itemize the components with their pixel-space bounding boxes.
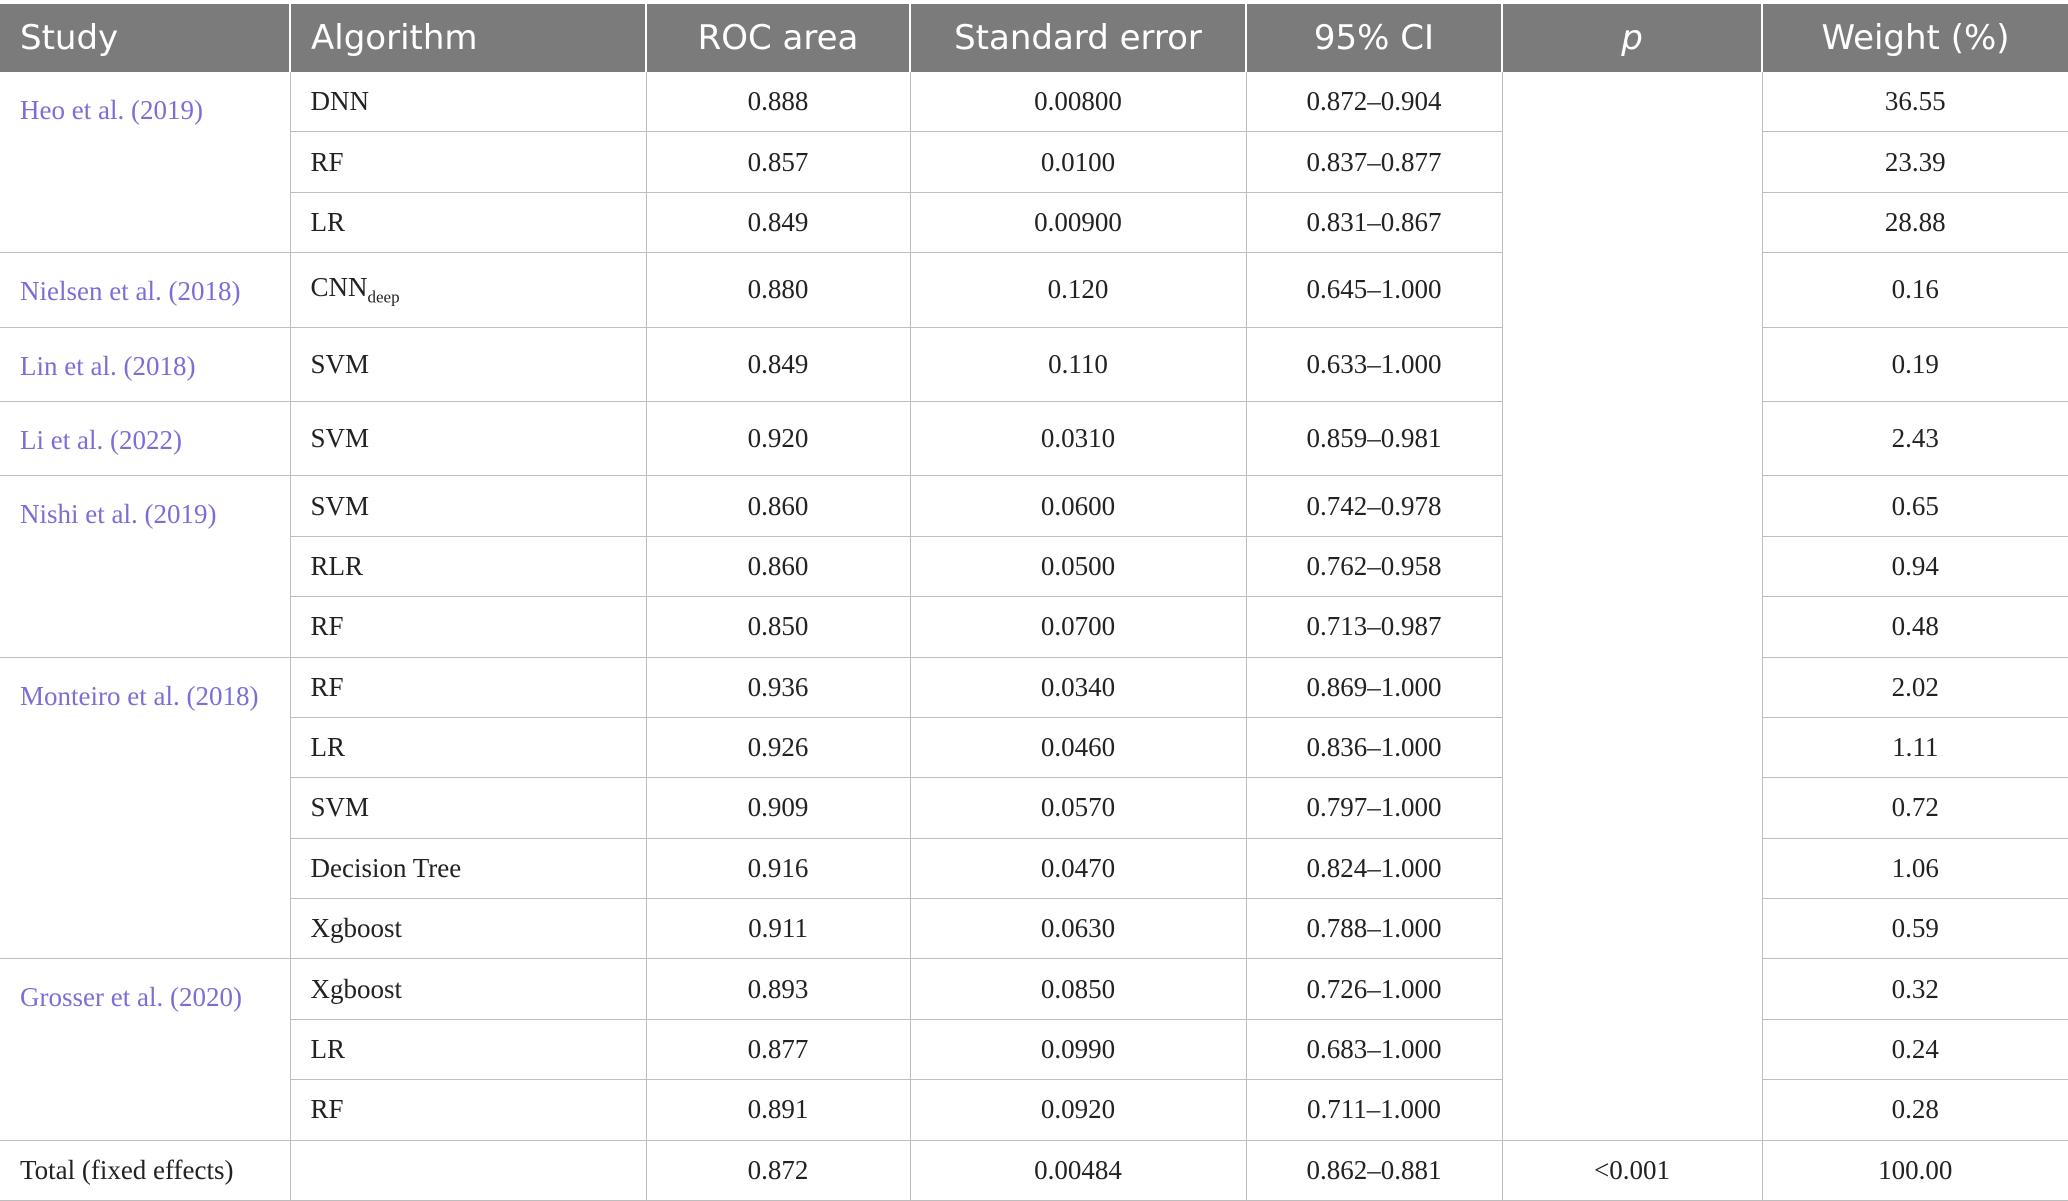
total-algorithm <box>290 1140 646 1200</box>
ci-cell: 0.788–1.000 <box>1246 899 1502 959</box>
header-95-ci: 95% CI <box>1246 4 1502 72</box>
ci-cell: 0.837–0.877 <box>1246 132 1502 192</box>
ci-cell: 0.872–0.904 <box>1246 72 1502 132</box>
weight-cell: 1.06 <box>1762 838 2068 898</box>
se-cell: 0.0630 <box>910 899 1246 959</box>
weight-cell: 0.59 <box>1762 899 2068 959</box>
header-algorithm: Algorithm <box>290 4 646 72</box>
roc-cell: 0.936 <box>646 657 910 717</box>
ci-cell: 0.683–1.000 <box>1246 1019 1502 1079</box>
study-link[interactable]: Li et al. (2022) <box>20 424 182 455</box>
algorithm-cell: SVM <box>290 476 646 536</box>
se-cell: 0.0100 <box>910 132 1246 192</box>
se-cell: 0.0990 <box>910 1019 1246 1079</box>
roc-cell: 0.920 <box>646 401 910 475</box>
roc-cell: 0.926 <box>646 717 910 777</box>
roc-cell: 0.880 <box>646 253 910 327</box>
se-cell: 0.0310 <box>910 401 1246 475</box>
roc-cell: 0.849 <box>646 192 910 252</box>
algorithm-cell: Decision Tree <box>290 838 646 898</box>
weight-cell: 0.32 <box>1762 959 2068 1019</box>
weight-cell: 0.48 <box>1762 597 2068 657</box>
ci-cell: 0.836–1.000 <box>1246 717 1502 777</box>
roc-cell: 0.916 <box>646 838 910 898</box>
ci-cell: 0.831–0.867 <box>1246 192 1502 252</box>
total-roc: 0.872 <box>646 1140 910 1200</box>
roc-cell: 0.850 <box>646 597 910 657</box>
study-link[interactable]: Grosser et al. (2020) <box>20 982 242 1013</box>
roc-cell: 0.877 <box>646 1019 910 1079</box>
header-roc-area: ROC area <box>646 4 910 72</box>
study-link[interactable]: Nielsen et al. (2018) <box>20 276 241 307</box>
roc-cell: 0.893 <box>646 959 910 1019</box>
total-ci: 0.862–0.881 <box>1246 1140 1502 1200</box>
header-weight: Weight (%) <box>1762 4 2068 72</box>
weight-cell: 0.72 <box>1762 778 2068 838</box>
ci-cell: 0.824–1.000 <box>1246 838 1502 898</box>
algorithm-cell: RF <box>290 1080 646 1140</box>
se-cell: 0.0460 <box>910 717 1246 777</box>
se-cell: 0.0700 <box>910 597 1246 657</box>
se-cell: 0.0850 <box>910 959 1246 1019</box>
se-cell: 0.0340 <box>910 657 1246 717</box>
algorithm-cell: RLR <box>290 536 646 596</box>
roc-cell: 0.860 <box>646 476 910 536</box>
weight-cell: 23.39 <box>1762 132 2068 192</box>
weight-cell: 0.16 <box>1762 253 2068 327</box>
weight-cell: 2.43 <box>1762 401 2068 475</box>
ci-cell: 0.762–0.958 <box>1246 536 1502 596</box>
table-body <box>0 72 2068 1201</box>
study-cell[interactable] <box>0 476 290 657</box>
ci-cell: 0.869–1.000 <box>1246 657 1502 717</box>
total-weight: 100.00 <box>1762 1140 2068 1200</box>
header-standard-error: Standard error <box>910 4 1246 72</box>
algorithm-cell: RF <box>290 597 646 657</box>
study-link[interactable]: Nishi et al. (2019) <box>20 499 217 530</box>
header-p: p <box>1502 4 1762 72</box>
weight-cell: 0.94 <box>1762 536 2068 596</box>
ci-cell: 0.633–1.000 <box>1246 327 1502 401</box>
se-cell: 0.0920 <box>910 1080 1246 1140</box>
weight-cell: 36.55 <box>1762 72 2068 132</box>
weight-cell: 28.88 <box>1762 192 2068 252</box>
ci-cell: 0.645–1.000 <box>1246 253 1502 327</box>
roc-cell: 0.849 <box>646 327 910 401</box>
ci-cell: 0.859–0.981 <box>1246 401 1502 475</box>
header-row <box>0 4 2068 72</box>
ci-cell: 0.797–1.000 <box>1246 778 1502 838</box>
algorithm-cell: Xgboost <box>290 959 646 1019</box>
ci-cell: 0.713–0.987 <box>1246 597 1502 657</box>
study-cell[interactable] <box>0 327 290 401</box>
roc-cell: 0.911 <box>646 899 910 959</box>
total-row <box>0 1140 2068 1200</box>
se-cell: 0.00800 <box>910 72 1246 132</box>
study-cell[interactable] <box>0 959 290 1140</box>
weight-cell: 0.24 <box>1762 1019 2068 1079</box>
table-row <box>0 72 2068 132</box>
weight-cell: 1.11 <box>1762 717 2068 777</box>
weight-cell: 0.19 <box>1762 327 2068 401</box>
weight-cell: 0.65 <box>1762 476 2068 536</box>
roc-cell: 0.909 <box>646 778 910 838</box>
roc-cell: 0.891 <box>646 1080 910 1140</box>
total-label: Total (fixed effects) <box>0 1140 290 1200</box>
algorithm-cell <box>290 253 646 327</box>
study-link[interactable]: Heo et al. (2019) <box>20 95 203 125</box>
algorithm-subscript: deep <box>367 287 400 307</box>
p-cell-empty <box>1502 72 1762 1140</box>
algorithm-cell: RF <box>290 132 646 192</box>
study-link[interactable]: Monteiro et al. (2018) <box>20 680 259 711</box>
se-cell: 0.110 <box>910 327 1246 401</box>
algorithm-cell: DNN <box>290 72 646 132</box>
study-cell[interactable] <box>0 401 290 475</box>
se-cell: 0.0570 <box>910 778 1246 838</box>
algorithm-cell: SVM <box>290 778 646 838</box>
weight-cell: 2.02 <box>1762 657 2068 717</box>
algorithm-cell: SVM <box>290 327 646 401</box>
algorithm-cell: SVM <box>290 401 646 475</box>
algorithm-cell: RF <box>290 657 646 717</box>
study-cell[interactable] <box>0 72 290 253</box>
ci-cell: 0.742–0.978 <box>1246 476 1502 536</box>
total-se: 0.00484 <box>910 1140 1246 1200</box>
algorithm-cell: Xgboost <box>290 899 646 959</box>
se-cell: 0.00900 <box>910 192 1246 252</box>
study-cell[interactable] <box>0 657 290 959</box>
se-cell: 0.0470 <box>910 838 1246 898</box>
total-p: <0.001 <box>1502 1140 1762 1200</box>
results-table <box>0 4 2068 1201</box>
roc-cell: 0.860 <box>646 536 910 596</box>
algorithm-cell: LR <box>290 717 646 777</box>
roc-cell: 0.888 <box>646 72 910 132</box>
weight-cell: 0.28 <box>1762 1080 2068 1140</box>
ci-cell: 0.711–1.000 <box>1246 1080 1502 1140</box>
algorithm-text: CNN <box>310 272 368 303</box>
se-cell: 0.0500 <box>910 536 1246 596</box>
ci-cell: 0.726–1.000 <box>1246 959 1502 1019</box>
algorithm-cell: LR <box>290 1019 646 1079</box>
study-link[interactable]: Lin et al. (2018) <box>20 350 196 381</box>
header-study: Study <box>0 4 290 72</box>
se-cell: 0.0600 <box>910 476 1246 536</box>
study-cell[interactable] <box>0 253 290 327</box>
algorithm-cell: LR <box>290 192 646 252</box>
roc-cell: 0.857 <box>646 132 910 192</box>
se-cell: 0.120 <box>910 253 1246 327</box>
